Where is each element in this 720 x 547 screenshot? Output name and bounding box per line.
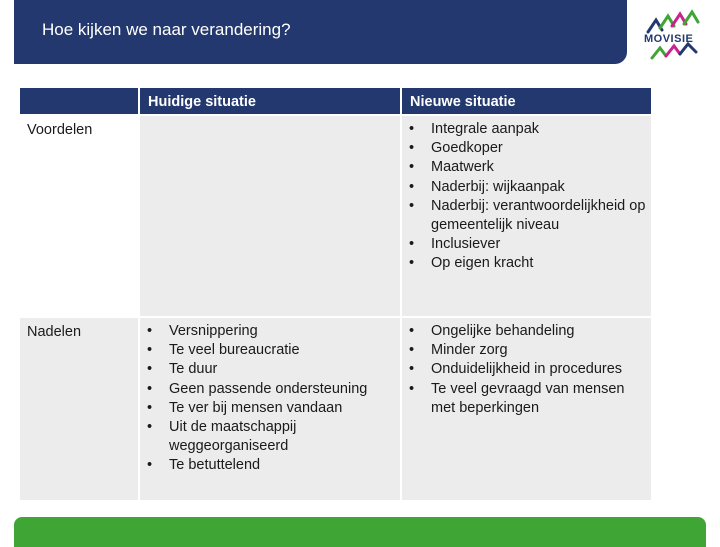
list-item: • Te ver bij mensen vandaan: [147, 399, 396, 418]
list-item: • Onduidelijkheid in procedures: [409, 360, 647, 379]
list-item: • Uit de maatschappij weggeorganiseerd: [147, 418, 396, 456]
list-item: • Ongelijke behandeling: [409, 322, 647, 341]
comparison-table: [20, 86, 651, 502]
list-nadelen-new: [402, 318, 651, 418]
list-item: • Te duur: [147, 360, 396, 379]
logo-wordmark: MOVISIE: [644, 33, 694, 45]
column-header-new: Nieuwe situatie: [400, 88, 651, 114]
header-blank-cell: [20, 88, 138, 114]
cell-voordelen-new: [400, 116, 651, 316]
list-voordelen-current: [140, 116, 400, 120]
table-header-row: [20, 88, 651, 114]
list-item: • Naderbij: wijkaanpak: [409, 178, 647, 197]
list-item: • Te veel gevraagd van mensen met beperkingen: [409, 380, 647, 418]
row-label-nadelen: Nadelen: [20, 318, 138, 500]
list-item: • Versnippering: [147, 322, 396, 341]
list-item: • Te veel bureaucratie: [147, 341, 396, 360]
list-nadelen-current: [140, 318, 400, 476]
cell-nadelen-current: [138, 318, 400, 500]
list-item: • Goedkoper: [409, 139, 647, 158]
row-label-voordelen: Voordelen: [20, 116, 138, 316]
list-item: • Inclusiever: [409, 235, 647, 254]
slide-title: Hoe kijken we naar verandering?: [42, 20, 291, 39]
list-item: • Naderbij: verantwoordelijkheid op gemeentelijk niveau: [409, 197, 647, 235]
list-item: • Te betuttelend: [147, 456, 396, 475]
table-row-nadelen: [20, 318, 651, 500]
table-row-voordelen: [20, 116, 651, 316]
column-header-current: Huidige situatie: [138, 88, 400, 114]
list-item: • Geen passende ondersteuning: [147, 380, 396, 399]
list-item: • Integrale aanpak: [409, 120, 647, 139]
footer-bar: [14, 517, 706, 547]
list-item: • Maatwerk: [409, 158, 647, 177]
list-item: • Minder zorg: [409, 341, 647, 360]
cell-voordelen-current: [138, 116, 400, 316]
cell-nadelen-new: [400, 318, 651, 500]
list-item: • Op eigen kracht: [409, 254, 647, 273]
list-voordelen-new: [402, 116, 651, 274]
